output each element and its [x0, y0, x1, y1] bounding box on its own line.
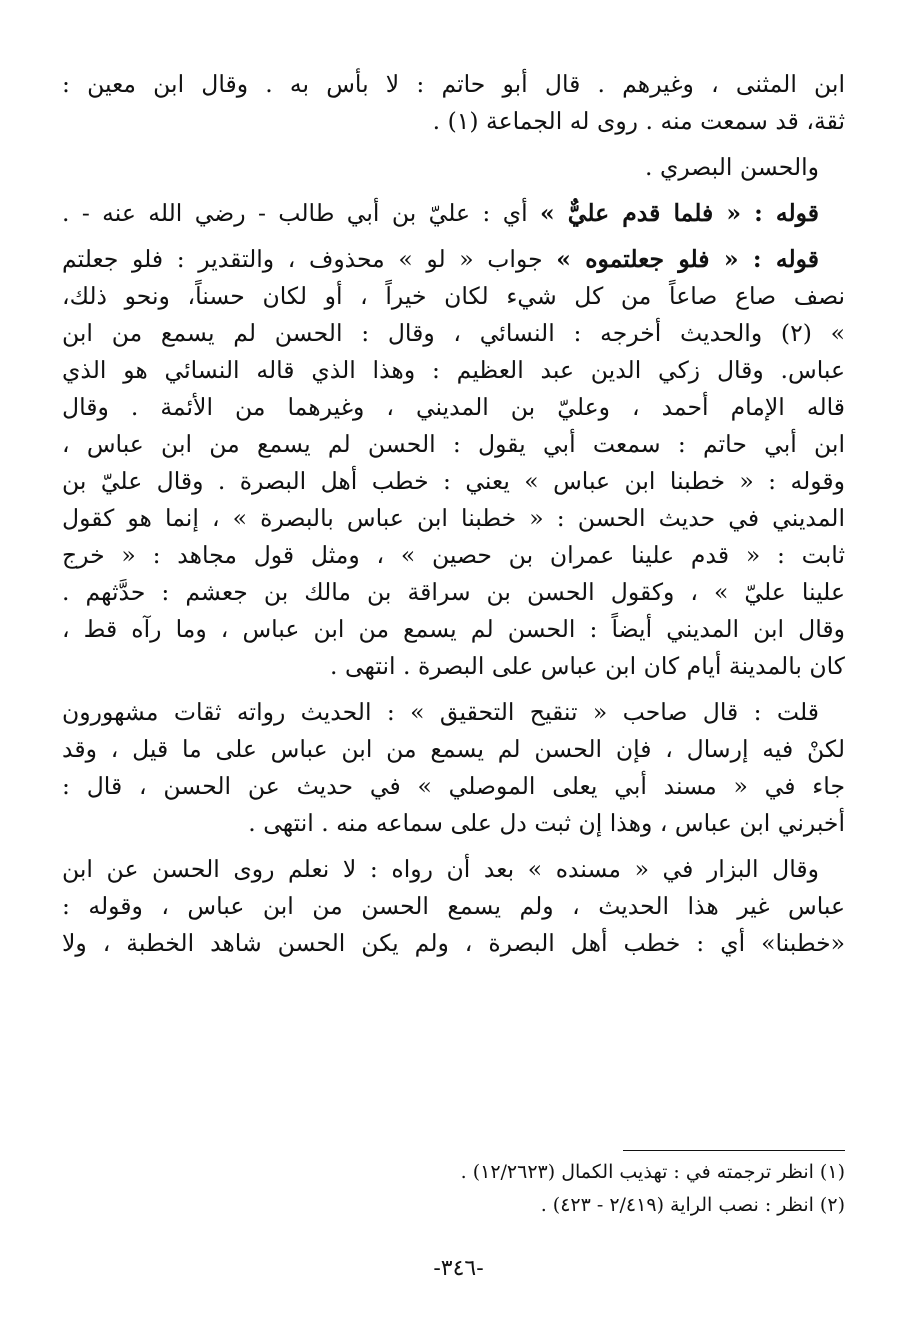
- text-line: [62, 195, 845, 232]
- text-line: عباس. وقال زكي الدين عبد العظيم : وهذا الذي قاله النسائي هو الذي: [62, 356, 845, 384]
- quoted-phrase: قوله : « فلو جعلتموه »: [556, 245, 819, 273]
- text-line: قلت : قال صاحب « تنقيح التحقيق » : الحديث رواته ثقات مشهورون: [62, 698, 819, 726]
- page-body: [62, 66, 845, 962]
- text-line: ابن المثنى ، وغيرهم . قال أبو حاتم : لا بأس به . وقال ابن معين :: [62, 70, 845, 98]
- footnotes: [62, 1156, 845, 1222]
- text-line: علينا عليّ » ، وكقول الحسن بن سراقة بن مالك بن جعشم : حدَّثهم .: [62, 578, 845, 606]
- footnote-1: (١) انظر ترجمته في : تهذيب الكمال (١٢/٢٦٢٣) .: [460, 1161, 845, 1183]
- text-line: ابن أبي حاتم : سمعت أبي يقول : الحسن لم يسمع من ابن عباس ،: [62, 430, 845, 458]
- footnote-divider: [623, 1150, 845, 1151]
- line-remainder: أي : عليّ بن أبي طالب - رضي الله عنه - .: [62, 199, 540, 227]
- quoted-phrase: قوله : « فلما قدم عليٌّ »: [540, 199, 819, 227]
- text-line: قاله الإمام أحمد ، وعليّ بن المديني ، وغيرهما من الأئمة . وقال: [62, 393, 845, 421]
- text-line: لكنْ فيه إرسال ، فإن الحسن لم يسمع من ابن عباس على ما قيل ، وقد: [62, 735, 845, 763]
- text-line: وقوله : « خطبنا ابن عباس » يعني : خطب أهل البصرة . وقال عليّ بن: [62, 467, 845, 495]
- text-line: «خطبنا» أي : خطب أهل البصرة ، ولم يكن الحسن شاهد الخطبة ، ولا: [62, 929, 845, 957]
- text-line: أخبرني ابن عباس ، وهذا إن ثبت دل على سماعه منه . انتهى .: [248, 809, 845, 837]
- text-line: وقال البزار في « مسنده » بعد أن رواه : لا نعلم روى الحسن عن ابن: [62, 855, 819, 883]
- text-line: ثقة، قد سمعت منه . روى له الجماعة (١) .: [432, 107, 845, 135]
- text-line: عباس غير هذا الحديث ، ولم يسمع الحسن من ابن عباس ، وقوله :: [62, 892, 845, 920]
- paragraph-gap: [62, 842, 845, 851]
- footnote-2: (٢) انظر : نصب الراية (٢/٤١٩ - ٤٢٣) .: [540, 1194, 845, 1216]
- text-line: » (٢) والحديث أخرجه : النسائي ، وقال : الحسن لم يسمع من ابن: [62, 319, 845, 347]
- text-line: والحسن البصري .: [645, 153, 819, 181]
- line-remainder: جواب « لو » محذوف ، والتقدير : فلو جعلتم: [62, 245, 557, 273]
- paragraph-gap: [62, 186, 845, 195]
- text-line: كان بالمدينة أيام كان ابن عباس على البصرة . انتهى .: [330, 652, 845, 680]
- paragraph-gap: [62, 685, 845, 694]
- text-line: ثابت : « قدم علينا عمران بن حصين » ، ومثل قول مجاهد : « خرج: [62, 541, 845, 569]
- text-line: نصف صاع صاعاً من كل شيء لكان خيراً ، أو لكان حسناً، ونحو ذلك،: [62, 282, 845, 310]
- text-line: جاء في « مسند أبي يعلى الموصلي » في حديث عن الحسن ، قال :: [62, 772, 845, 800]
- page-number: -٣٤٦-: [433, 1256, 484, 1281]
- paragraph-gap: [62, 140, 845, 149]
- text-line: [62, 241, 845, 278]
- text-line: المديني في حديث الحسن : « خطبنا ابن عباس بالبصرة » ، إنما هو كقول: [62, 504, 845, 532]
- paragraph-gap: [62, 232, 845, 241]
- text-line: وقال ابن المديني أيضاً : الحسن لم يسمع من ابن عباس ، وما رآه قط ،: [62, 615, 845, 643]
